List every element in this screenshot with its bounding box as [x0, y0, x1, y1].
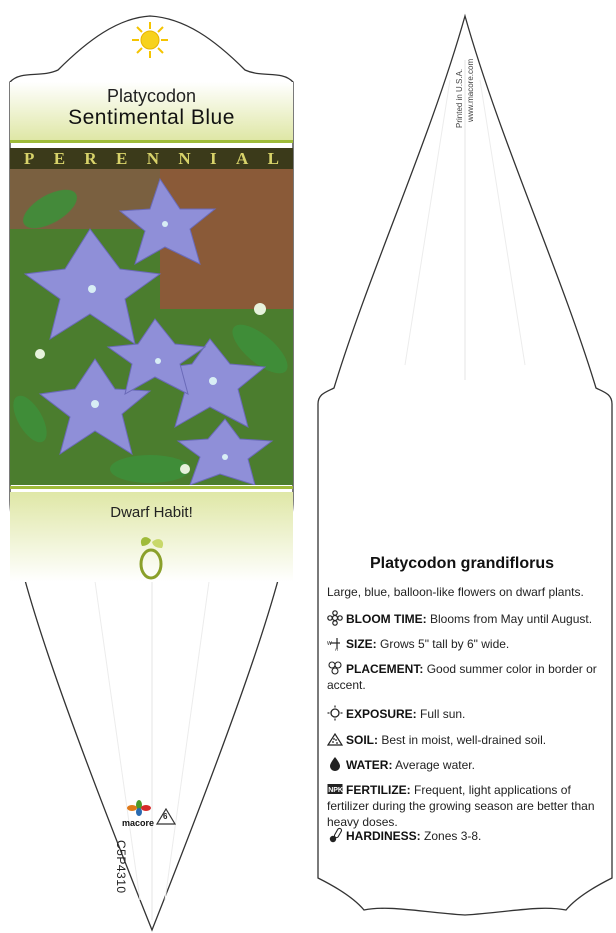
banner-letter: I	[209, 148, 217, 168]
banner-letter: E	[116, 148, 128, 168]
attribute-text: Frequent, light applications of fertilizer during the growing season are better than heavy doses.	[327, 783, 595, 829]
attribute-label: EXPOSURE:	[346, 707, 417, 721]
attribute-text: Best in moist, well-drained soil.	[381, 733, 547, 747]
attribute-bloom-time	[327, 610, 607, 627]
npk-fertilizer-icon	[327, 781, 343, 797]
placement-icon	[327, 660, 343, 676]
tag-code: C5P4310	[114, 840, 128, 894]
bloom-time-icon	[327, 610, 343, 626]
macore-logo-icon	[126, 800, 152, 820]
attribute-text: Zones 3-8.	[424, 829, 482, 843]
brand-name: macore	[122, 818, 155, 828]
water-icon	[327, 756, 343, 772]
thermometer-icon	[327, 827, 343, 843]
banner-letter: N	[146, 148, 160, 168]
attribute-text: Average water.	[395, 758, 475, 772]
sun-icon	[130, 20, 170, 60]
header-divider	[10, 140, 293, 143]
banner-letter: A	[235, 148, 249, 168]
attribute-label: HARDINESS:	[346, 829, 421, 843]
banner-letter: E	[53, 148, 66, 168]
botanical-name: Platycodon grandiflorus	[369, 555, 554, 572]
size-icon-w: W	[327, 641, 332, 647]
attribute-text: Good summer color in border or accent.	[327, 662, 597, 692]
attribute-size	[327, 635, 607, 652]
npk-label: NPK	[328, 787, 343, 794]
common-name: Platycodon	[106, 86, 197, 106]
attribute-label: BLOOM TIME:	[346, 612, 427, 626]
attribute-hardiness	[327, 827, 607, 844]
attribute-placement	[327, 660, 607, 693]
tagline: Dwarf Habit!	[110, 504, 193, 521]
attribute-label: SOIL:	[346, 733, 378, 747]
sprout-logo-icon	[136, 534, 166, 580]
banner-letter: N	[178, 148, 191, 168]
description: Large, blue, balloon-like flowers on dwarf plants.	[327, 585, 584, 599]
photo-divider	[10, 486, 293, 489]
attribute-label: FERTILIZE:	[346, 783, 411, 797]
size-icon	[327, 635, 343, 651]
printed-in: Printed in U.S.A.	[455, 68, 464, 128]
attribute-fertilize	[327, 781, 607, 830]
sun-exposure-icon	[327, 705, 343, 721]
variety-name: Sentimental Blue	[68, 106, 235, 129]
attribute-exposure	[327, 705, 607, 722]
banner-letter: P	[24, 148, 35, 168]
recycle-code: 6	[163, 812, 168, 821]
size-icon-h: H	[335, 647, 338, 651]
flower-photo	[10, 169, 293, 485]
attribute-text: Full sun.	[420, 707, 466, 721]
attribute-text: Blooms from May until August.	[430, 612, 593, 626]
website: www.macore.com	[466, 58, 475, 122]
attribute-text: Grows 5" tall by 6" wide.	[380, 637, 510, 651]
attribute-label: PLACEMENT:	[346, 662, 424, 676]
attribute-soil	[327, 731, 607, 748]
banner-letter: R	[84, 148, 97, 168]
soil-icon	[327, 731, 343, 747]
attribute-water	[327, 756, 607, 773]
attribute-label: WATER:	[346, 758, 393, 772]
attribute-label: SIZE:	[346, 637, 377, 651]
perennial-banner	[10, 148, 293, 169]
banner-letter: L	[267, 148, 279, 168]
